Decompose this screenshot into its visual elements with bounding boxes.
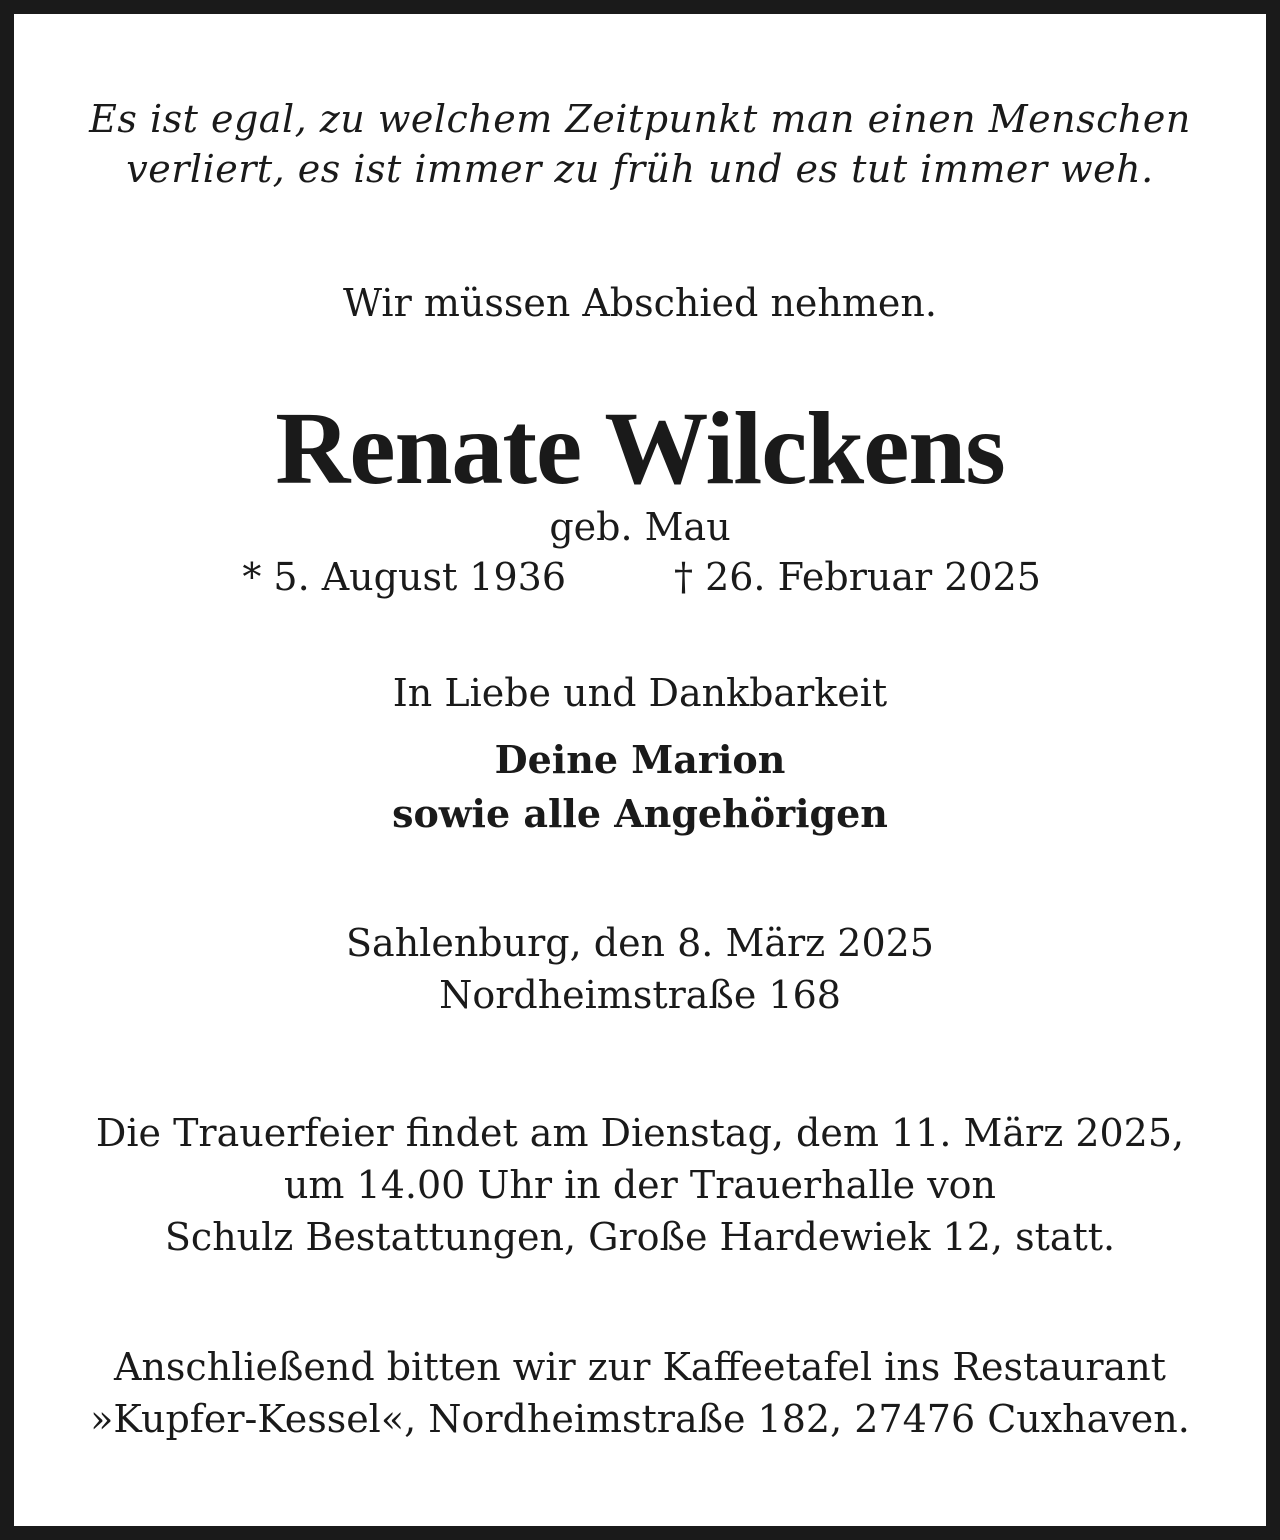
dedication-text: In Liebe und Dankbarkeit xyxy=(392,671,888,715)
mourner-address: Nordheimstraße 168 xyxy=(439,973,841,1017)
motto-line-1: Es ist egal, zu welchem Zeitpunkt man einen Menschen xyxy=(89,97,1191,141)
motto-line-2: verliert, es ist immer zu früh und es tut immer weh. xyxy=(126,147,1154,191)
reception-line-1: Anschließend bitten wir zur Kaffeetafel ins Restaurant xyxy=(114,1345,1166,1389)
reception-line-2: »Kupfer-Kessel«, Nordheimstraße 182, 27476 Cuxhaven. xyxy=(90,1397,1190,1441)
intro-text: Wir müssen Abschied nehmen. xyxy=(343,281,937,325)
deceased-name: Renate Wilckens xyxy=(275,391,1005,506)
mourners-line-1: Deine Marion xyxy=(494,737,786,782)
service-line-2: um 14.00 Uhr in der Trauerhalle von xyxy=(283,1163,997,1207)
maiden-name: geb. Mau xyxy=(549,505,731,549)
mourners-line-2: sowie alle Angehörigen xyxy=(392,791,888,836)
place-date: Sahlenburg, den 8. März 2025 xyxy=(346,921,934,965)
service-line-3: Schulz Bestattungen, Große Hardewiek 12, statt. xyxy=(164,1215,1116,1259)
birth-date: * 5. August 1936 xyxy=(242,555,566,599)
service-line-1: Die Trauerfeier findet am Dienstag, dem 11. März 2025, xyxy=(95,1111,1185,1155)
death-date: † 26. Februar 2025 xyxy=(674,555,1041,599)
